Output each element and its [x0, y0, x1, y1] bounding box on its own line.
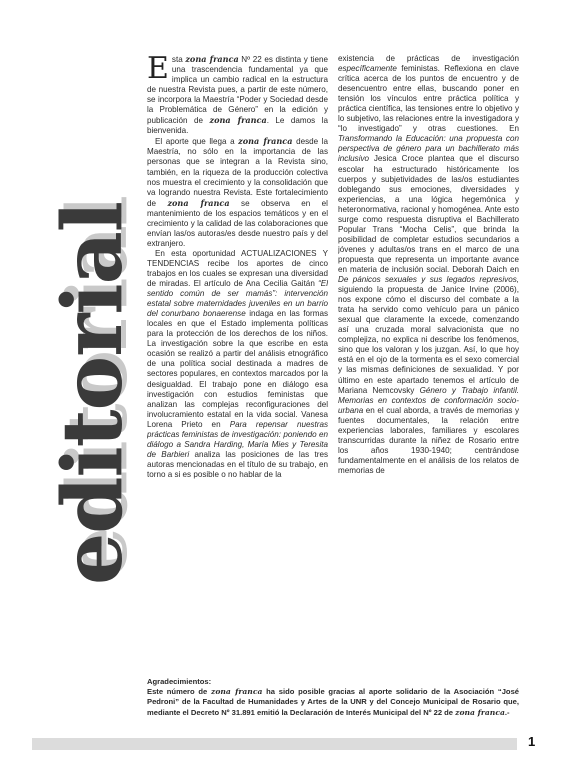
brand-name: zona franca — [455, 707, 505, 717]
brand-name: zona franca — [185, 54, 239, 64]
footer-bar — [32, 738, 517, 750]
section-title-editorial: editorial — [45, 202, 141, 585]
brand-name: zona franca — [211, 687, 263, 697]
brand-name: zona franca — [238, 136, 293, 147]
paragraph-continued: existencia de prácticas de investigación específicamente feministas. Reflexiona en clave crítica acerca de los puntos de encuentro y de desencuentro entre ellas, buscando poner en tensión los vínculos entre práctica política y práctica científica, las tensiones entre lo objetivo y lo subjetivo, las relaciones entre la investigadora y “lo investigado” y otras cuestiones. En Transformando la Educación: una propuesta con perspectiva de género para un bachillerato más inclusivo Jesica Croce plantea que el discurso escolar ha estructurado históricamente los cuerpos y subjetividades de las/os estudiantes doblegando sus emociones, diversidades y experiencias, a una lógica hegemónica y heteronormativa, racional y homogénea. Ante esto surge como respuesta disruptiva el Bachillerato Popular Trans “Mocha Celis”, que brinda la posibilidad de completar estudios secundarios a jóvenes y adultas/os trans en el marco de una propuesta que representa un importante avance en materia de inclusión social. Deborah Daich en De pánicos sexuales y sus legados represivos, siguiendo la propuesta de Janice Irvine (2006), nos expone cómo el discurso del combate a la trata ha servido como vehículo para un pánico sexual que claramente la excede, comenzando así una cruzada moral salvacionista que no complejiza, no explica ni describe los fenómenos, sino que los valoran y los juzgan. Así, lo que hoy está en el ojo de la tormenta es el sexo comercial y las mismas definiciones de sexualidad. Y por último en este apartado tenemos el artículo de Mariana Nemcovsky Género y Trabajo infantil. Memorias en contextos de conformación socio- urbana en el cual aborda, a través de memorias y fuentes documentales, la relación entre experiencias laborales, familiares y escolares transcurridas durante la niñez de Rosario entre los años 1930-1940; centrándose fundamentalmente en el análisis de los relatos de memorias de — [338, 54, 519, 475]
brand-name: zona franca — [209, 115, 267, 126]
text-column-left — [147, 54, 328, 665]
paragraph-contribution: El aporte que llega a zona franca desde la Maestría, no sólo en la importancia de las personas que se integran a la Revista sino, también, en la riqueza de la producción colectiva nos muestra el crecimiento y la consolidación que va logrando nuestra Revista. Este fortalecimiento de zona franca se observa en el mantenimiento de los espacios temáticos y en el crecimiento y la calidad de las colaboraciones que envían las/os autoras/es desde nuestro país y del extranjero. — [147, 136, 328, 248]
acknowledgments-title: Agradecimientos: — [147, 677, 212, 686]
acknowledgments: Agradecimientos: Este número de zona franca ha sido posible gracias al aporte solidario de la Asociación “José Pedroni” de la Facultad de Humanidades y Artes de la UNR y del Concejo Municipal de Rosario que, mediante el Decreto Nº 31.891 emitió la Declaración de Interés Municipal del Nº 22 de zona franca.- — [147, 677, 520, 717]
page-number: 1 — [528, 734, 536, 749]
brand-name: zona franca — [167, 197, 230, 208]
paragraph-updates: En esta oportunidad ACTUALIZACIONES Y TENDENCIAS recibe los aportes de cinco trabajos en los cuales se expresan una diversidad de miradas. El artículo de Ana Cecilia Gaitán “El sentido común de ser mamás”: intervención estatal sobre maternidades juveniles en un barrio del conurbano bonaerense indaga en las formas locales en que el Estado implementa políticas para la protección de los derechos de los niños. La investigación sobre la que escribe en esta ocasión se realizó a partir del análisis etnográfico de una política social destinada a madres de sectores populares, en contextos marcados por la desigualdad. El trabajo pone en diálogo esa investigación con estudios feministas que analizan las complejas reconfiguraciones del involucramiento estatal en la vida social. Vanesa Lorena Prieto en Para repensar nuestras prácticas feministas de investigación: poniendo en diálogo a Sandra Harding, María Mies y Teresita de Barbieri analiza las posiciones de las tres autoras mencionadas en el título de su trabajo, en torno a si es posible o no hablar de la — [147, 248, 328, 479]
paragraph-intro: Esta zona franca Nº 22 es distinta y tiene una trascendencia fundamental ya que implica un cambio radical en la estructura de nuestra Revista pues, a partir de este número, se incorpora la Maestría “Poder y Sociedad desde la Problemática de Género” en la edición y publicación de zona franca. Le damos la bienvenida. — [147, 54, 328, 136]
text-column-right — [338, 54, 519, 665]
drop-cap: E — [147, 54, 169, 86]
